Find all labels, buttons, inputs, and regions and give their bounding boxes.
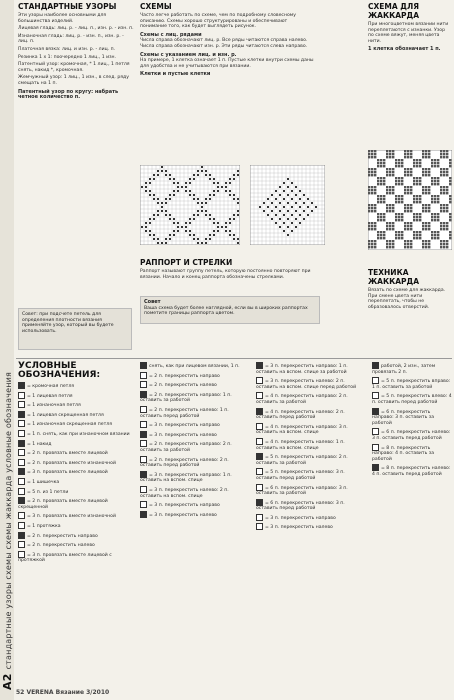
- legend-entry-text: = 2 п. перекрестить направо: [27, 533, 98, 539]
- pattern-item: Патентный узор: кромочная, * 1 лиц., 1 петля снять, накид *, кромочная.: [18, 62, 130, 73]
- legend-entry-text: = 2 п. провязать вместе лицевой скрещенной: [18, 499, 108, 510]
- heading-jacquard-technique: ТЕХНИКА ЖАККАРДА: [368, 268, 420, 286]
- legend-entry: [140, 391, 252, 404]
- legend-symbol-icon: [372, 428, 379, 435]
- legend-entry: [256, 438, 368, 451]
- rapport-text: Раппорт называют группу петель, которую постоянно повторяют при вязании. Начало и конец раппорта обозначены стрелками.: [140, 269, 311, 280]
- spine-text: [1, 10, 14, 690]
- legend-symbol-icon: [18, 512, 25, 519]
- legend-entry: [18, 420, 138, 428]
- legend-entry: [372, 408, 452, 427]
- legend-entry: [140, 431, 252, 439]
- legend-symbol-icon: [140, 406, 147, 413]
- legend-entry-text: = 1 п. снять, как при изнаночном вязании: [27, 431, 130, 437]
- legend-entry-text: = 2 п. провязать вместе изнаночной: [27, 460, 116, 466]
- legend-symbol-icon: [140, 391, 147, 398]
- legend-entry: [140, 440, 252, 453]
- legend-entry-text: = 2 п. перекрестить направо: 1 п. оставить за работой: [140, 392, 232, 404]
- spine-tag: A2: [1, 673, 14, 690]
- legend-symbol-icon: [372, 408, 379, 415]
- legend-entry-text: = 2 п. перекрестить направо: 2 п. оставить за работой: [140, 442, 232, 453]
- legend-symbol-icon: [140, 381, 147, 388]
- pattern-item: Изнаночная гладь: лиц. р. - изн. п., изн. р. - лиц. п.: [18, 33, 124, 45]
- divider: [16, 358, 452, 359]
- legend-entry-text: = 2 п. перекрестить направо: [149, 373, 220, 379]
- legend-col-c: [256, 362, 368, 533]
- legend-symbol-icon: [18, 532, 25, 539]
- pattern-item: Резинка 1 х 1: поочередно 1 лиц., 1 изн.: [18, 54, 117, 60]
- legend-title: УСЛОВНЫЕ ОБОЗНАЧЕНИЯ:: [18, 361, 101, 380]
- legend-entry-text: = 1 лицевая скрещенная петля: [27, 412, 104, 418]
- page-footer: 52 VERENA Вязание 3/2010: [16, 689, 110, 696]
- legend-entry-text: = 5 п. перекрестить влево: 4 п. оставить перед работой: [372, 394, 452, 405]
- legend-symbol-icon: [140, 362, 147, 369]
- legend-entry-text: = 6 п. перекрестить налево: 3 п. оставить перед работой: [256, 500, 345, 512]
- pattern-item: Жемчужный узор: 1 лиц., 1 изн., в след. ряду смещать на 1 п.: [18, 75, 129, 86]
- legend-entry-text: = 3 п. перекрестить направо: [149, 503, 220, 509]
- legend-entry: [140, 406, 252, 419]
- heading-rapport: РАППОРТ И СТРЕЛКИ: [140, 258, 233, 267]
- pattern-item: Лицевая гладь: лиц. р. - лиц. п., изн. р. - изн. п.: [18, 26, 134, 32]
- legend-entry: [256, 499, 368, 512]
- legend-symbol-icon: [256, 438, 263, 445]
- legend-entry-text: = 1 изнаночная петля: [27, 403, 81, 409]
- legend-symbol-icon: [140, 486, 147, 493]
- legend-symbol-icon: [18, 401, 25, 408]
- legend-symbol-icon: [256, 468, 263, 475]
- legend-entry: [256, 514, 368, 522]
- legend-entry: [140, 456, 252, 469]
- legend-entry-text: = 3 п. перекрестить налево: [149, 432, 217, 438]
- legend-symbol-icon: [18, 411, 25, 418]
- legend-symbol-icon: [18, 459, 25, 466]
- legend-col-a: [18, 362, 138, 566]
- legend-entry-text: = 3 п. перекрестить направо: 1 п. оставить на вспом. спице за работой: [256, 364, 348, 375]
- chart-jacquard-grid: [368, 150, 452, 250]
- col1-advice-box: [18, 308, 132, 350]
- legend-entry: [140, 471, 252, 484]
- legend-entry: [18, 459, 138, 467]
- legend-entry-text: работой, 2 изн., затем провязать 2 п.: [372, 364, 436, 375]
- spine-label: стандартные узоры схемы схемы жаккарда условные обозначения: [4, 371, 13, 670]
- legend-entry: [256, 523, 368, 531]
- chart-lace-grid: [140, 165, 240, 245]
- legend-entry: [18, 541, 138, 549]
- legend-symbol-icon: [18, 551, 25, 558]
- column-schemes: [140, 2, 315, 78]
- legend-entry: [18, 532, 138, 540]
- legend-entry: [256, 423, 368, 436]
- legend-entry-text: = 1 накид: [27, 441, 52, 447]
- legend-entry: [18, 392, 138, 400]
- legend-symbol-icon: [18, 522, 25, 529]
- jacquard-technique: [368, 268, 452, 312]
- legend-entry-text: = 3 п. перекрестить налево: 2 п. оставить на вспом. спице перед работой: [256, 379, 357, 390]
- legend-entry: [256, 468, 368, 481]
- legend-entry-text: = 1 лицевая петля: [27, 393, 73, 399]
- advice-label: Совет: [144, 299, 161, 305]
- legend-entry: [140, 501, 252, 509]
- jacquard-text: При многоцветном вязании нити переплетаются с изнанки. Узор по схеме вяжут, меняя цвета нити.: [368, 22, 449, 44]
- legend-entry: [140, 486, 252, 499]
- legend-symbol-icon: [256, 453, 263, 460]
- legend-entry-text: = 2 п. перекрестить налево: 1 п. оставить перед работой: [140, 407, 229, 419]
- legend-symbol-icon: [18, 468, 25, 475]
- legend-symbol-icon: [140, 372, 147, 379]
- legend-entry: [372, 377, 452, 390]
- technique-text: Вязать по схеме для жаккарда. При смене цвета нити переплетать, чтобы не образовалось отверстий.: [368, 288, 446, 310]
- legend-entry-text: = 3 п. перекрестить направо: [149, 423, 220, 429]
- legend-entry-text: = 3 п. перекрестить налево: [265, 525, 333, 531]
- circle-pattern-title: Патентный узор по кругу: набрать четное количество п.: [18, 88, 119, 101]
- legend-entry: [140, 511, 252, 519]
- jacquard-sub: 1 клетка обозначает 1 п.: [368, 46, 441, 53]
- legend-entry: [256, 408, 368, 421]
- heading-jacquard-scheme: СХЕМА ДЛЯ ЖАККАРДА: [368, 2, 420, 20]
- legend-symbol-icon: [256, 408, 263, 415]
- legend-symbol-icon: [256, 523, 263, 530]
- legend-symbol-icon: [18, 449, 25, 456]
- column-standard-patterns: [18, 2, 134, 101]
- legend-symbol-icon: [140, 440, 147, 447]
- legend-symbol-icon: [18, 488, 25, 495]
- legend-entry-text: = 3 п. перекрестить налево: [149, 512, 217, 518]
- legend-entry: [18, 488, 138, 496]
- legend-entry: [18, 551, 138, 564]
- legend-symbol-icon: [140, 511, 147, 518]
- legend-symbol-icon: [256, 499, 263, 506]
- legend-entry: [256, 484, 368, 497]
- legend-entry: [372, 392, 452, 405]
- schemes-intro: Часто легче работать по схеме, чем по подробному словесному описанию. Схемы хорошо структурированы и обеспечивают понимание того, как будет выглядеть рисунок.: [140, 13, 296, 30]
- heading-standard-patterns: СТАНДАРТНЫЕ УЗОРЫ: [18, 2, 117, 11]
- legend-symbol-icon: [18, 430, 25, 437]
- legend-entry-text: = 2 п. перекрестить налево: [149, 383, 217, 389]
- legend-entry-text: = 3 п. провязать вместе лицевой с протяжкой: [18, 552, 112, 564]
- legend-entry-text: = 3 п. перекрестить направо: [265, 515, 336, 521]
- schemes-sub3: Клетки и пустые клетки: [140, 71, 211, 78]
- legend-entry-text: = 1 шишечка: [27, 479, 60, 485]
- legend-symbol-icon: [256, 423, 263, 430]
- legend-symbol-icon: [18, 478, 25, 485]
- legend-entry-text: = 5 п. перекрестить направо: 2 п. оставить за работой: [256, 455, 348, 466]
- legend-entry: [140, 421, 252, 429]
- legend-entry: [256, 377, 368, 390]
- legend-symbol-icon: [140, 421, 147, 428]
- legend-entry-text: = 8 п. перекрестить направо: 4 п. оставить за работой: [372, 445, 435, 462]
- legend-symbol-icon: [256, 362, 263, 369]
- legend-symbol-icon: [18, 392, 25, 399]
- legend-entry: [18, 430, 138, 438]
- schemes-sub1: Схемы с лиц. рядами: [140, 31, 202, 38]
- legend-entry-text: = 4 п. перекрестить налево: 2 п. оставить перед работой: [256, 409, 345, 421]
- legend-entry-text: = 6 п. перекрестить направо: 3 п. оставить за работой: [372, 409, 435, 426]
- legend-entry-text: = 2 п. перекрестить налево: 2 п. оставить перед работой: [140, 457, 229, 469]
- legend-entry: [140, 372, 252, 380]
- legend-entry-text: = 4 п. перекрестить направо: 2 п. оставить за работой: [256, 394, 348, 405]
- legend-entry-text: снять, как при лицевом вязании, 1 п.: [149, 364, 240, 369]
- legend-entry: [372, 428, 452, 441]
- legend-entry: [18, 478, 138, 486]
- schemes-text2: На примере, 1 клетка означает 1 п. Пустые клетки внутри схемы даны для удобства и не учитываются при вязании.: [140, 58, 314, 69]
- legend-symbol-icon: [140, 431, 147, 438]
- legend-entry: [256, 362, 368, 375]
- legend-entry-text: = 3 п. провязать вместе изнаночной: [27, 514, 116, 520]
- legend-entry: [18, 468, 138, 476]
- legend-entry-text: = 2 п. провязать вместе лицевой: [27, 451, 108, 457]
- legend-entry-text: = 6 п. перекрестить налево: 3 п. оставить перед работой: [372, 430, 451, 441]
- column-jacquard: [368, 2, 452, 53]
- legend-entry-text: = 5 п. перекрестить налево: 3 п. оставить перед работой: [256, 470, 345, 481]
- legend-col-d: [372, 362, 452, 480]
- legend-entry: [372, 444, 452, 463]
- legend-entry-text: = 4 п. перекрестить налево: 1 п. оставить на вспом. спице: [256, 439, 345, 451]
- legend-entry: [18, 440, 138, 448]
- chart-diamond-grid: [250, 165, 325, 245]
- legend-entry: [18, 411, 138, 419]
- legend-entry-text: = 5 п. перекрестить вправо: 1 п. оставить за работой: [372, 379, 451, 390]
- legend-symbol-icon: [140, 456, 147, 463]
- legend-symbol-icon: [18, 497, 25, 504]
- legend-entry-text: = 3 п. провязать вместе лицевой: [27, 470, 108, 476]
- legend-entry: [140, 362, 252, 370]
- legend-symbol-icon: [372, 377, 379, 384]
- legend-entry-text: = 4 п. перекрестить направо: 3 п. оставить на вспом. спице: [256, 424, 348, 436]
- legend-entry: [256, 392, 368, 405]
- legend-entry: [18, 497, 138, 510]
- legend-entry: [18, 512, 138, 520]
- legend-entry-text: = 1 изнаночная скрещенная петля: [27, 422, 112, 428]
- legend-entry: [372, 362, 452, 375]
- legend-entry-text: = 1 протяжка: [27, 523, 61, 529]
- legend-symbol-icon: [372, 444, 379, 451]
- legend-symbol-icon: [256, 514, 263, 521]
- legend-col-b: [140, 362, 252, 520]
- legend-entry: [18, 401, 138, 409]
- legend-entry: [372, 464, 452, 477]
- col2-advice-box: [140, 296, 320, 324]
- pattern-item: Платочная вязка: лиц. и изн. р. - лиц. п.: [18, 46, 116, 52]
- col1-intro: Эти узоры наиболее основными для большинства изделий.: [18, 13, 107, 24]
- legend-symbol-icon: [18, 382, 25, 389]
- legend-entry-text: = 3 п. перекрестить направо: 1 п. оставить на вспом. спице: [140, 472, 232, 484]
- legend-entry-text: = 3 п. перекрестить налево: 2 п. оставить на вспом. спице: [140, 487, 229, 499]
- advice-text: Ваша схема будет более наглядной, если вы в широких раппортах пометите границы раппорта цветом.: [144, 305, 308, 317]
- legend-entry-text: = 2 п. перекрестить налево: [27, 543, 95, 549]
- legend-symbol-icon: [18, 420, 25, 427]
- legend-symbol-icon: [372, 362, 379, 369]
- legend-entry-text: = 6 п. перекрестить направо: 3 п. оставить за работой: [256, 485, 348, 497]
- legend-symbol-icon: [256, 484, 263, 491]
- spine: [0, 0, 14, 700]
- col1-advice-text: Совет: при подсчете петель для определения плотности вязания применяйте узор, который вы будете использовать.: [22, 312, 114, 334]
- legend-entry: [256, 453, 368, 466]
- legend-symbol-icon: [256, 377, 263, 384]
- legend-entry-text: = 5 п. из 1 петли: [27, 489, 69, 495]
- legend-symbol-icon: [18, 541, 25, 548]
- legend-symbol-icon: [372, 392, 379, 399]
- legend-entry-text: = 8 п. перекрестить налево: 4 п. оставить перед работой: [372, 466, 451, 477]
- legend-entry: [18, 522, 138, 530]
- legend-entry: [18, 449, 138, 457]
- legend-symbol-icon: [140, 471, 147, 478]
- legend-entry: [140, 381, 252, 389]
- rapport-section: [140, 258, 315, 282]
- schemes-text1: Числа справа обозначают лиц. р. Все ряды читаются справа налево. Числа справа обозначают изн. р. Эти ряды читаются слева направо.: [140, 38, 308, 49]
- legend-symbol-icon: [18, 440, 25, 447]
- heading-schemes: СХЕМЫ: [140, 2, 172, 11]
- legend-symbol-icon: [140, 501, 147, 508]
- schemes-sub2: Схемы с указанием лиц. и изн. р.: [140, 51, 237, 58]
- legend-symbol-icon: [256, 392, 263, 399]
- legend-symbol-icon: [372, 464, 379, 471]
- legend-entry: [18, 382, 138, 390]
- legend-entry-text: = кромочная петля: [27, 384, 75, 389]
